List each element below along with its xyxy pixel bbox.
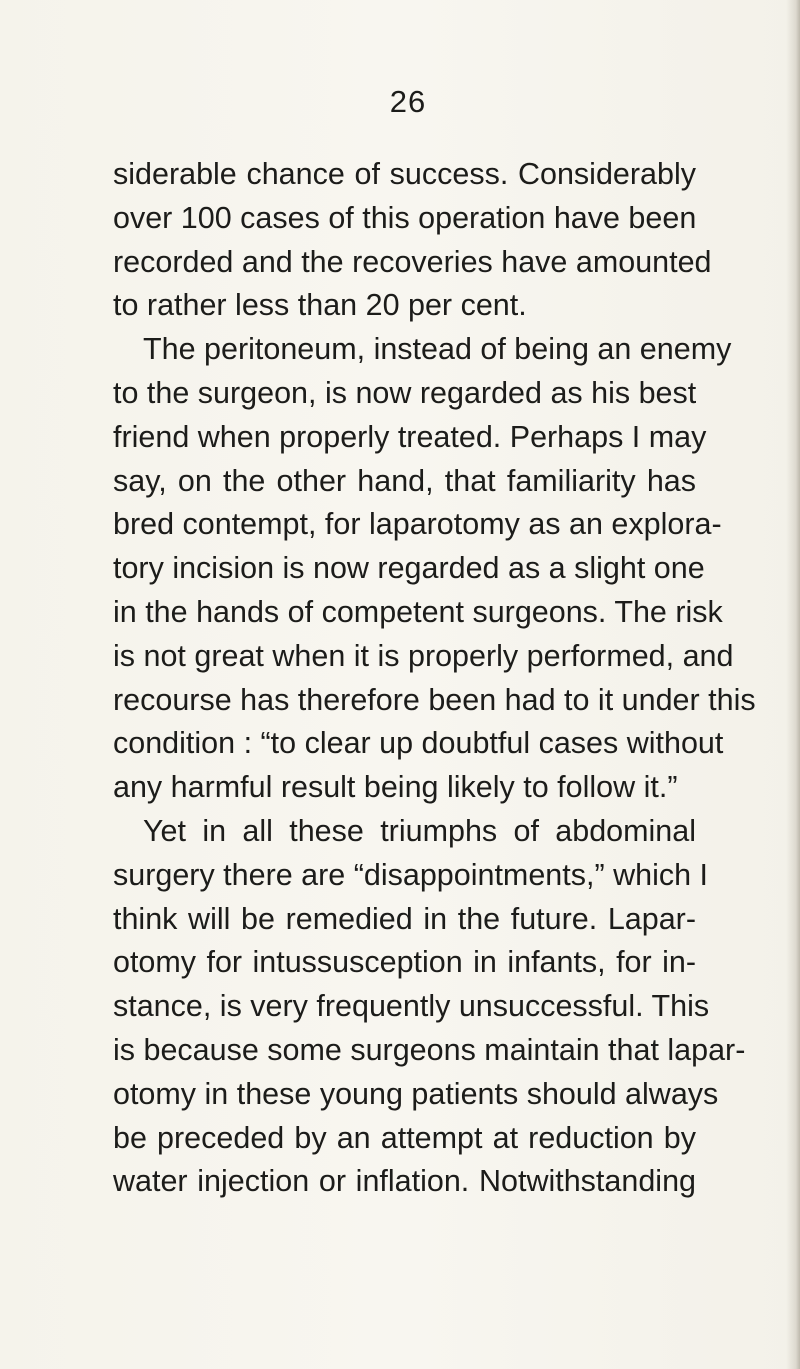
text-line: The peritoneum, instead of being an enemy	[143, 332, 732, 367]
text-line: in the hands of competent surgeons. The risk	[113, 594, 723, 629]
body-text	[113, 153, 756, 1204]
text-line: friend when properly treated. Perhaps I may	[113, 419, 707, 454]
text-line: is because some surgeons maintain that lapar-	[113, 1032, 746, 1067]
text-line: any harmful result being likely to follow it.”	[113, 770, 678, 805]
text-line: condition : “to clear up doubtful cases without	[113, 726, 724, 761]
text-line: bred contempt, for laparotomy as an explora-	[113, 507, 722, 542]
text-line: otomy for intussusception in infants, for in-	[113, 945, 696, 980]
text-line: water injection or inflation. Notwithstanding	[113, 1164, 696, 1199]
text-line: to rather less than 20 per cent.	[113, 288, 527, 323]
text-line: surgery there are “disappointments,” which I	[113, 857, 709, 892]
text-line: recorded and the recoveries have amounted	[113, 244, 712, 279]
text-line: otomy in these young patients should always	[113, 1076, 719, 1111]
text-line: stance, is very frequently unsuccessful. This	[113, 989, 710, 1024]
text-line: Yet in all these triumphs of abdominal	[143, 813, 696, 848]
page-edge-shadow	[786, 0, 800, 1369]
text-line: siderable chance of success. Considerably	[113, 157, 696, 191]
text-line: be preceded by an attempt at reduction by	[113, 1120, 696, 1155]
text-line: recourse has therefore been had to it under this	[113, 682, 756, 717]
page-number: 26	[389, 84, 427, 119]
text-line: to the surgeon, is now regarded as his best	[113, 375, 697, 410]
text-line: is not great when it is properly performed, and	[113, 638, 734, 673]
text-line: over 100 cases of this operation have been	[113, 200, 697, 235]
text-line: say, on the other hand, that familiarity has	[113, 463, 696, 498]
text-line: think will be remedied in the future. Lapar-	[113, 901, 696, 936]
text-line: tory incision is now regarded as a slight one	[113, 551, 705, 586]
